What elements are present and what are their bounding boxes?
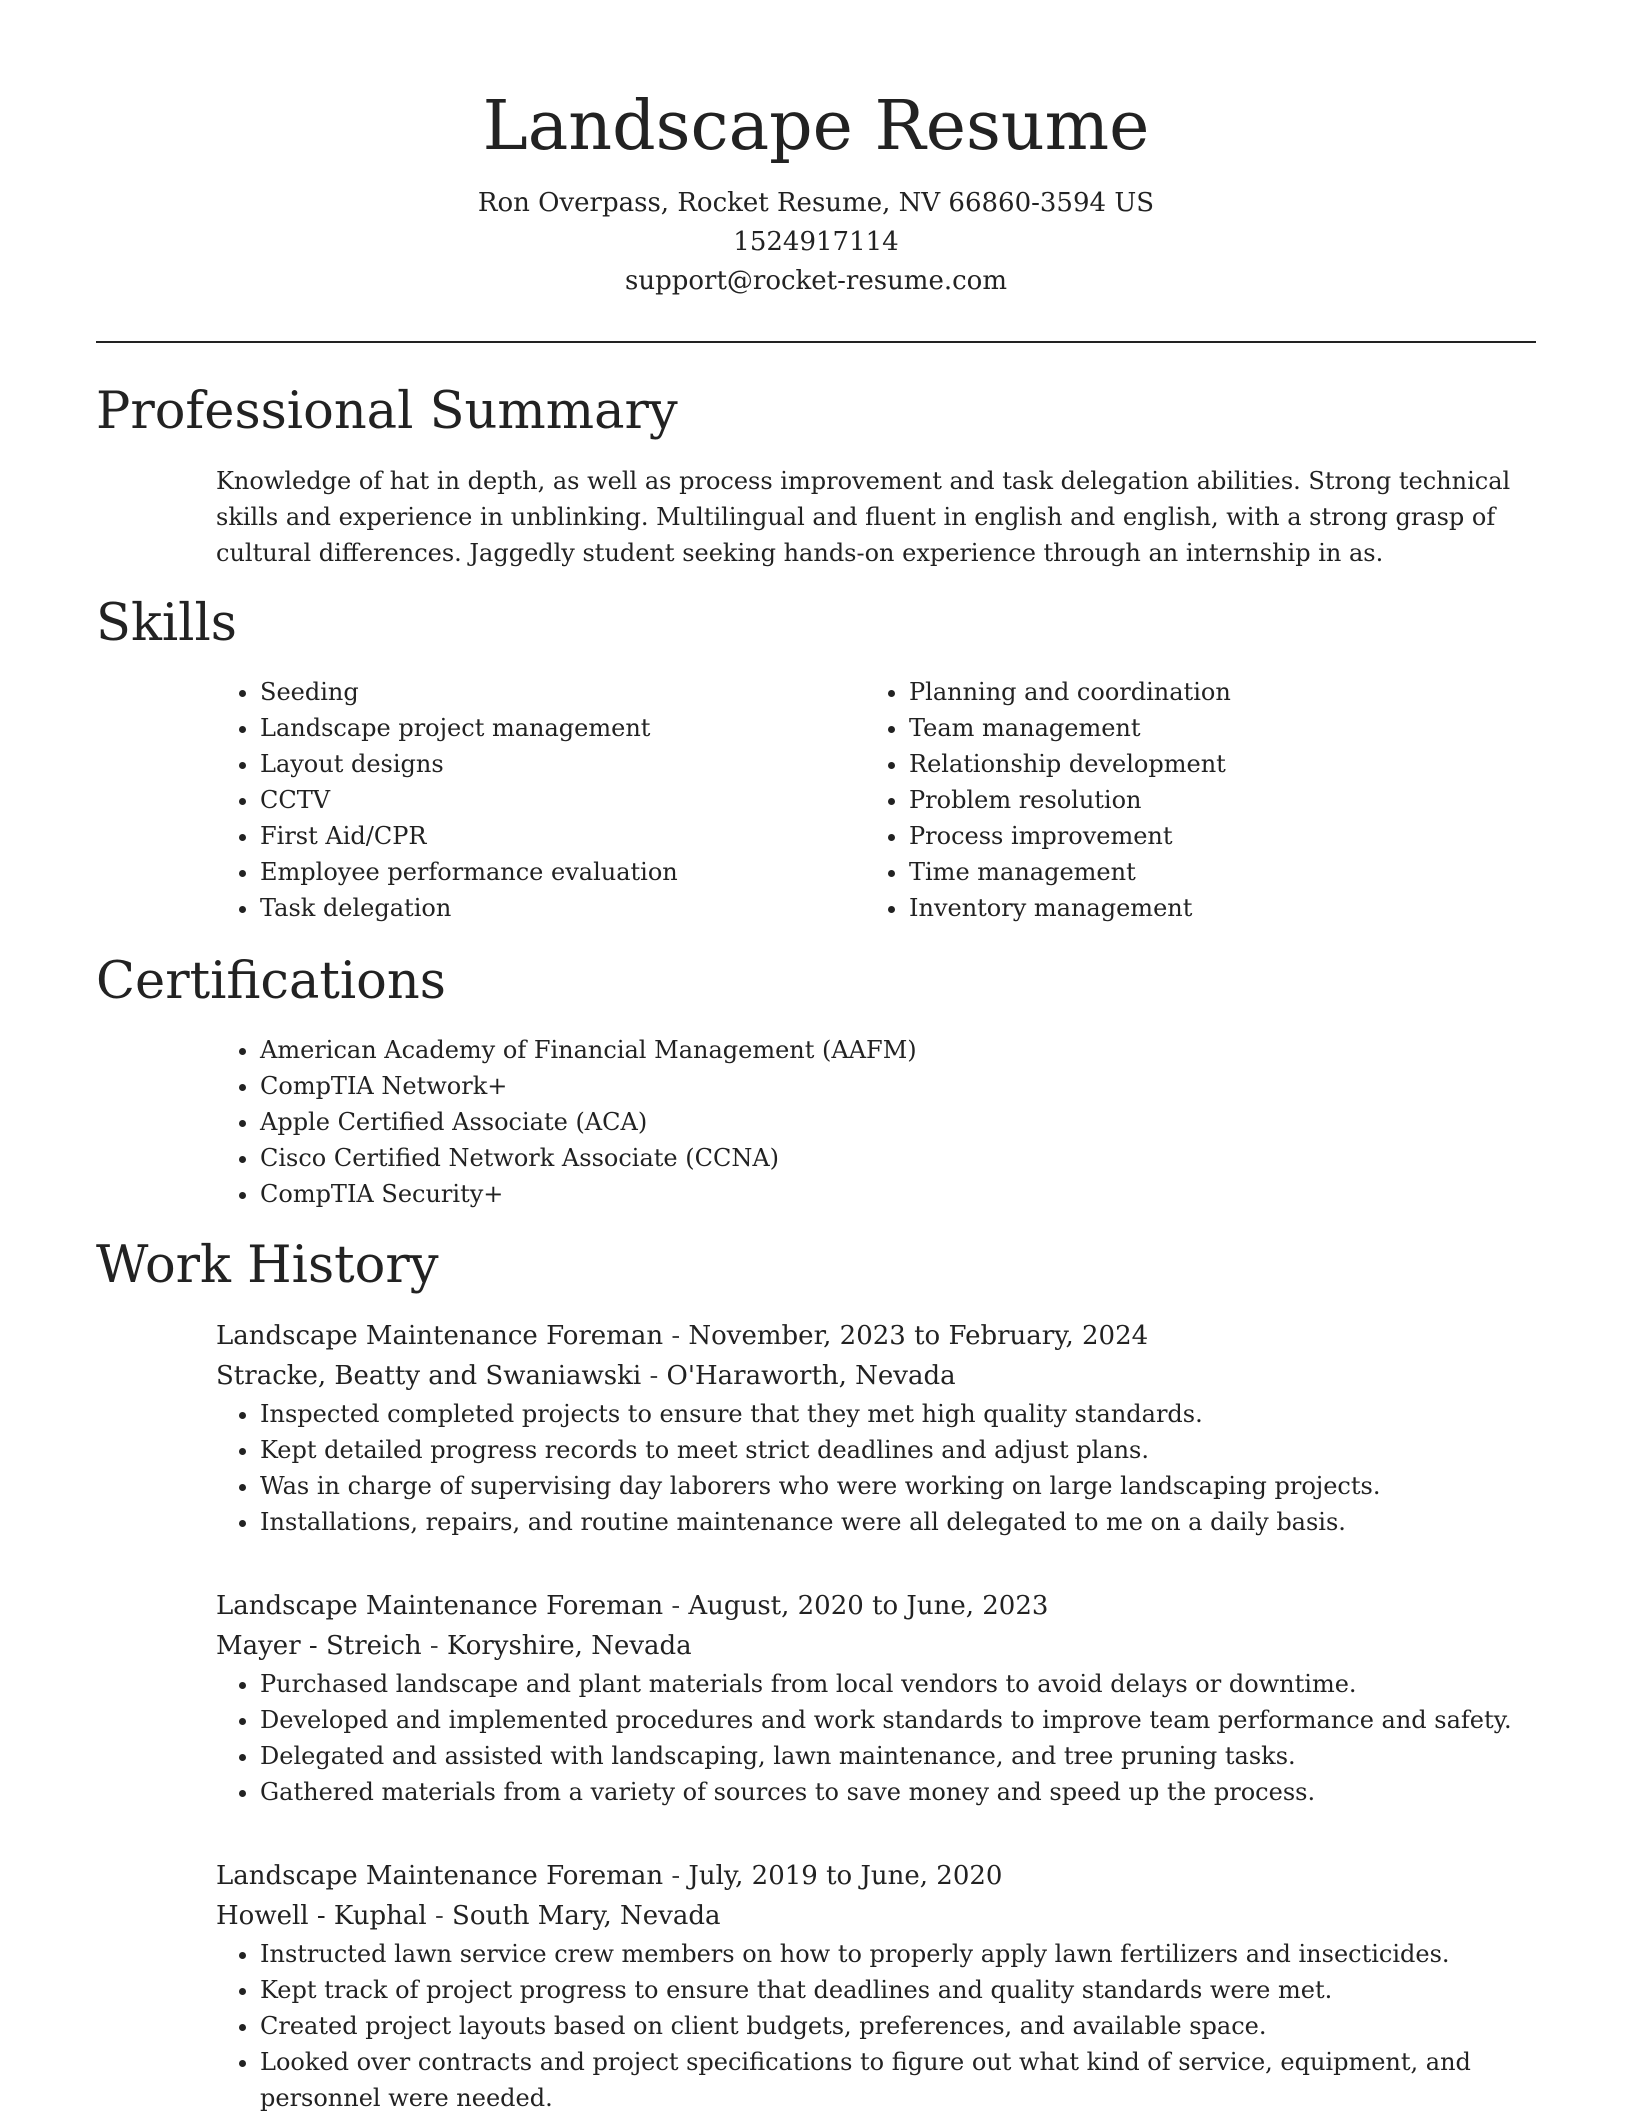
skill-item: • Landscape project management bbox=[260, 710, 836, 746]
skills-left-column bbox=[216, 674, 836, 926]
certification-item: • Apple Certified Associate (ACA) bbox=[260, 1104, 1516, 1140]
contact-email: support@rocket-resume.com bbox=[624, 266, 1007, 296]
summary-text: Knowledge of hat in depth, as well as process improvement and task delegation abilities. Strong technical skills and experience in unblinking. Multilingual and fluent in english and english, with a strong grasp of cultural differences. Jaggedly student seeking hands-on experience through an internship in as. bbox=[216, 467, 1511, 567]
job-entry bbox=[216, 1316, 1536, 1540]
job-bullet: • Developed and implemented procedures and work standards to improve team performance and safety. bbox=[260, 1702, 1536, 1738]
job-title-line bbox=[216, 1316, 1536, 1356]
skill-item: • Planning and coordination bbox=[909, 674, 1545, 710]
separator: - bbox=[663, 1321, 689, 1351]
separator: - bbox=[421, 1631, 447, 1661]
job-bullet: • Installations, repairs, and routine maintenance were all delegated to me on a daily basis. bbox=[260, 1504, 1536, 1540]
job-title: Landscape Maintenance Foreman bbox=[216, 1861, 664, 1891]
job-company: Stracke, Beatty and Swaniawski bbox=[216, 1361, 642, 1391]
job-entry bbox=[216, 1586, 1536, 1810]
contact-address: Ron Overpass, Rocket Resume, NV 66860-3594 US bbox=[477, 188, 1155, 218]
job-dates: July, 2019 to June, 2020 bbox=[688, 1861, 1003, 1891]
job-dates: November, 2023 to February, 2024 bbox=[688, 1321, 1149, 1351]
skills-heading: Skills bbox=[96, 594, 237, 653]
skill-item: • Time management bbox=[909, 854, 1545, 890]
job-company-line bbox=[216, 1896, 1536, 1936]
skill-item: • Employee performance evaluation bbox=[260, 854, 836, 890]
skill-item: • Problem resolution bbox=[909, 782, 1545, 818]
header-divider bbox=[96, 341, 1536, 343]
skill-item: • Relationship development bbox=[909, 746, 1545, 782]
skill-item: • CCTV bbox=[260, 782, 836, 818]
certifications-list bbox=[216, 1032, 1516, 1212]
certification-item: • American Academy of Financial Management (AAFM) bbox=[260, 1032, 1516, 1068]
skill-item: • Inventory management bbox=[909, 890, 1545, 926]
job-bullet: • Purchased landscape and plant materials from local vendors to avoid delays or downtime. bbox=[260, 1666, 1536, 1702]
summary-heading: Professional Summary bbox=[96, 382, 678, 441]
job-company: Howell - Kuphal bbox=[216, 1901, 427, 1931]
skill-item: • Task delegation bbox=[260, 890, 836, 926]
job-bullet: • Kept detailed progress records to meet strict deadlines and adjust plans. bbox=[260, 1432, 1536, 1468]
job-bullet: • Instructed lawn service crew members on how to properly apply lawn fertilizers and insecticides. bbox=[260, 1936, 1536, 1972]
job-company: Mayer - Streich bbox=[216, 1631, 422, 1661]
skill-item: • Team management bbox=[909, 710, 1545, 746]
job-title-line bbox=[216, 1856, 1536, 1896]
separator: - bbox=[641, 1361, 667, 1391]
skill-item: • Seeding bbox=[260, 674, 836, 710]
skills-right-column bbox=[865, 674, 1545, 926]
job-company-line bbox=[216, 1356, 1536, 1396]
separator: - bbox=[426, 1901, 453, 1931]
certification-item: • CompTIA Security+ bbox=[260, 1176, 1516, 1212]
certifications-heading: Certifications bbox=[96, 952, 446, 1011]
job-bullet: • Inspected completed projects to ensure that they met high quality standards. bbox=[260, 1396, 1536, 1432]
job-location: Koryshire, Nevada bbox=[446, 1631, 692, 1661]
job-title-line bbox=[216, 1586, 1536, 1626]
job-bullet: • Created project layouts based on client budgets, preferences, and available space. bbox=[260, 2008, 1536, 2044]
resume-title: Landscape Resume bbox=[482, 87, 1150, 166]
separator: - bbox=[663, 1861, 689, 1891]
skill-item: • Layout designs bbox=[260, 746, 836, 782]
certification-item: • CompTIA Network+ bbox=[260, 1068, 1516, 1104]
resume-header bbox=[0, 0, 1632, 301]
contact-phone: 1524917114 bbox=[733, 227, 899, 257]
job-bullet: • Was in charge of supervising day laborers who were working on large landscaping projects. bbox=[260, 1468, 1536, 1504]
job-location: South Mary, Nevada bbox=[452, 1901, 721, 1931]
job-title: Landscape Maintenance Foreman bbox=[216, 1591, 664, 1621]
job-bullet: • Gathered materials from a variety of sources to save money and speed up the process. bbox=[260, 1774, 1536, 1810]
certifications-block bbox=[216, 1032, 1516, 1212]
certification-item: • Cisco Certified Network Associate (CCNA) bbox=[260, 1140, 1516, 1176]
job-dates: August, 2020 to June, 2023 bbox=[688, 1591, 1049, 1621]
work-history-heading: Work History bbox=[96, 1236, 439, 1295]
skill-item: • Process improvement bbox=[909, 818, 1545, 854]
job-bullets bbox=[216, 1396, 1536, 1540]
skills-right-list bbox=[865, 674, 1545, 926]
job-location: O'Haraworth, Nevada bbox=[666, 1361, 956, 1391]
separator: - bbox=[663, 1591, 689, 1621]
job-bullets bbox=[216, 1666, 1536, 1810]
job-bullets bbox=[216, 1936, 1536, 2116]
job-bullet: • Delegated and assisted with landscaping, lawn maintenance, and tree pruning tasks. bbox=[260, 1738, 1536, 1774]
job-entry bbox=[216, 1856, 1536, 2116]
skill-item: • First Aid/CPR bbox=[260, 818, 836, 854]
job-company-line bbox=[216, 1626, 1536, 1666]
job-title: Landscape Maintenance Foreman bbox=[216, 1321, 664, 1351]
job-bullet: • Looked over contracts and project specifications to figure out what kind of service, equipment, and personnel were needed. bbox=[260, 2044, 1536, 2116]
skills-left-list bbox=[216, 674, 836, 926]
job-bullet: • Kept track of project progress to ensure that deadlines and quality standards were met. bbox=[260, 1972, 1536, 2008]
